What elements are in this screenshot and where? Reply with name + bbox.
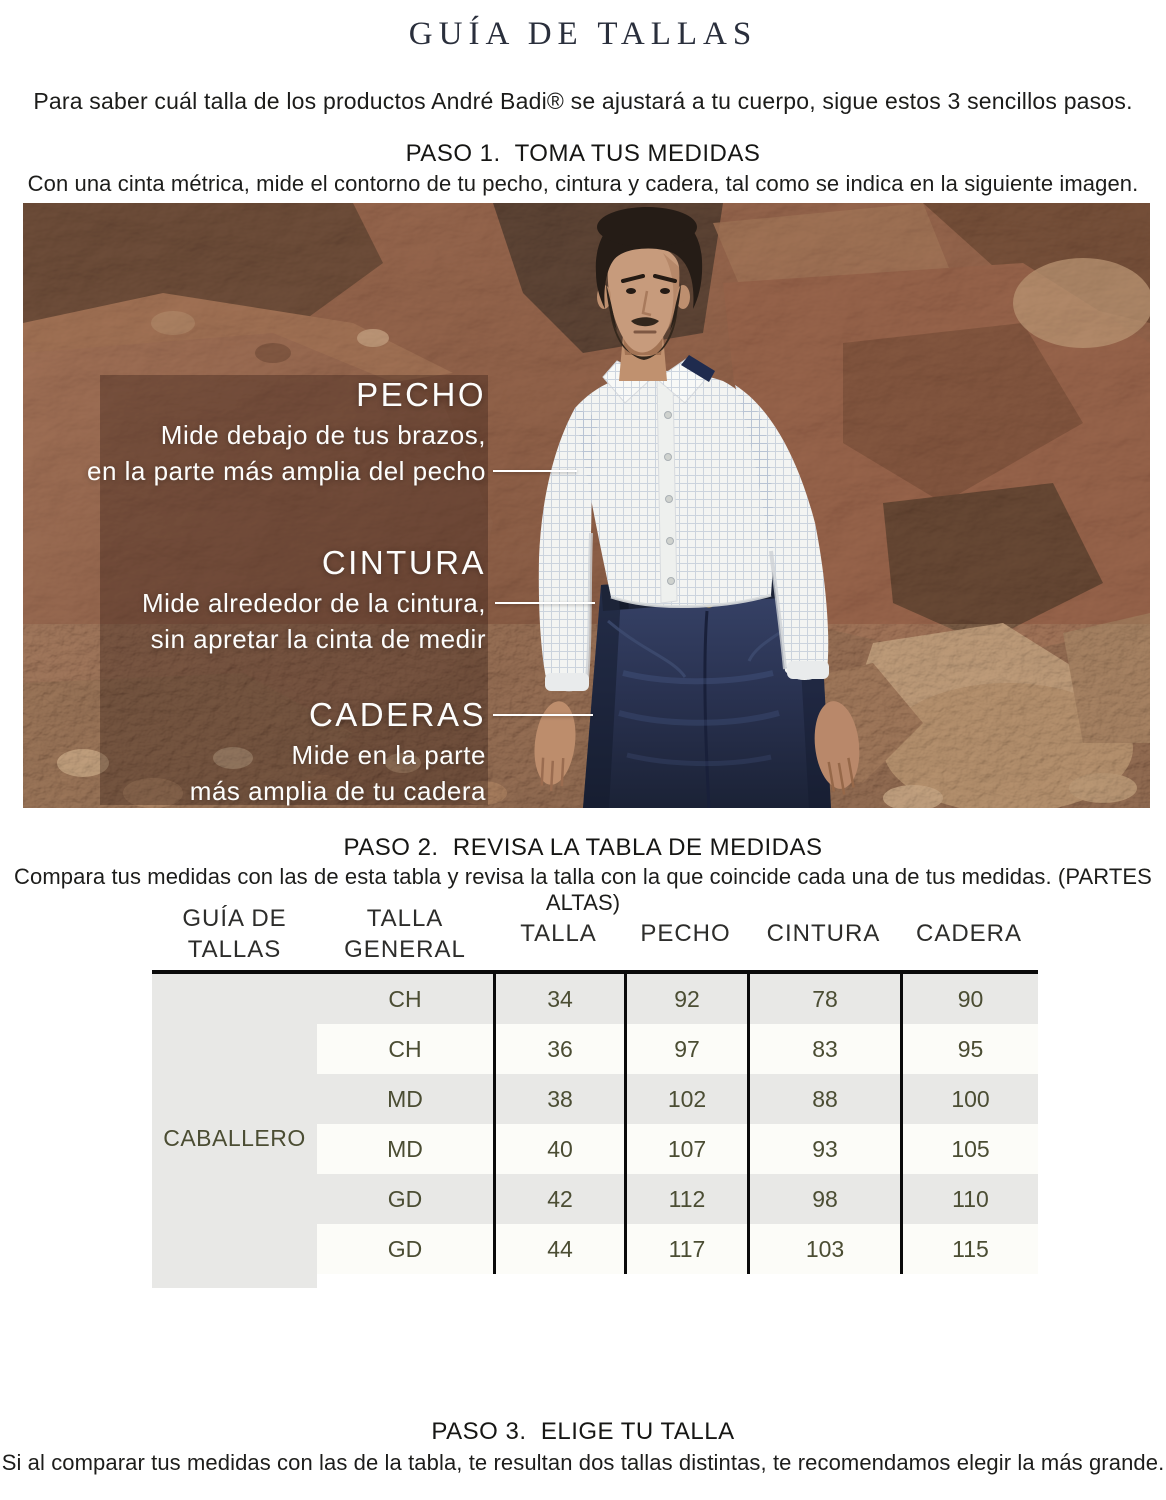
cell-talla: 34 — [493, 974, 624, 1024]
page-title: GUÍA DE TALLAS — [408, 16, 758, 52]
cell-cadera: 115 — [900, 1224, 1038, 1274]
header-cintura: CINTURA — [766, 920, 881, 947]
cell-cintura: 103 — [747, 1224, 900, 1274]
paso1-heading: PASO 1. TOMA TUS MEDIDAS — [405, 140, 761, 167]
paso3-heading: PASO 3. ELIGE TU TALLA — [431, 1418, 735, 1445]
header-guia-line2: TALLAS — [187, 936, 282, 963]
pecho-title: PECHO — [356, 376, 486, 413]
header-talla-general-line2: GENERAL — [344, 936, 466, 963]
cell-cintura: 93 — [747, 1124, 900, 1174]
pecho-line2: en la parte más amplia del pecho — [86, 456, 486, 486]
size-table — [152, 898, 1038, 1274]
table-row — [317, 974, 1038, 1024]
header-pecho: PECHO — [640, 920, 731, 947]
header-talla: TALLA — [520, 920, 597, 947]
cell-talla: 40 — [493, 1124, 624, 1174]
cell-talla-general: GD — [317, 1174, 493, 1224]
cell-cadera: 90 — [900, 974, 1038, 1024]
cell-talla-general: MD — [317, 1074, 493, 1124]
caderas-line2: más amplia de tu cadera — [189, 776, 486, 806]
cell-cintura: 98 — [747, 1174, 900, 1224]
cell-cadera: 105 — [900, 1124, 1038, 1174]
label-caderas — [190, 693, 486, 808]
cintura-line2: sin apretar la cinta de medir — [150, 624, 486, 654]
pecho-pointer-line — [493, 470, 577, 472]
pecho-line1: Mide debajo de tus brazos, — [160, 420, 486, 450]
caderas-pointer-line — [493, 714, 593, 716]
cell-cintura: 83 — [747, 1024, 900, 1074]
cintura-line1: Mide alrededor de la cintura, — [141, 588, 486, 618]
cell-pecho: 102 — [624, 1074, 747, 1124]
header-talla-general — [317, 898, 493, 970]
paso2-heading: PASO 2. REVISA LA TABLA DE MEDIDAS — [343, 834, 823, 861]
intro-text: Para saber cuál talla de los productos André Badi® se ajustará a tu cuerpo, sigue estos 3 sencillos pasos. — [33, 88, 1133, 114]
table-row — [317, 1074, 1038, 1124]
caderas-line1: Mide en la parte — [291, 740, 486, 770]
table-group-label — [152, 974, 317, 1288]
cell-talla-general: MD — [317, 1124, 493, 1174]
cell-cintura: 88 — [747, 1074, 900, 1124]
cell-talla-general: CH — [317, 974, 493, 1024]
cell-talla-general: GD — [317, 1224, 493, 1274]
table-row — [317, 1224, 1038, 1274]
table-row — [317, 1024, 1038, 1074]
size-table-body — [152, 974, 1038, 1274]
header-guia-line1: GUÍA DE — [182, 905, 287, 932]
size-table-header — [152, 898, 1038, 974]
group-label-text: CABALLERO — [163, 1124, 306, 1151]
cell-cadera: 100 — [900, 1074, 1038, 1124]
paso1-description: Con una cinta métrica, mide el contorno de tu pecho, cintura y cadera, tal como se indica en la siguiente imagen. — [27, 171, 1139, 196]
cell-talla-general: CH — [317, 1024, 493, 1074]
paso3-description: Si al comparar tus medidas con las de la tabla, te resultan dos tallas distintas, te recomendamos elegir la más grande. — [1, 1450, 1165, 1475]
cell-pecho: 92 — [624, 974, 747, 1024]
table-row — [317, 1124, 1038, 1174]
cell-pecho: 107 — [624, 1124, 747, 1174]
header-cadera: CADERA — [915, 920, 1023, 947]
cell-talla: 38 — [493, 1074, 624, 1124]
label-cintura — [142, 541, 486, 657]
cintura-title: CINTURA — [321, 544, 486, 581]
cell-talla: 42 — [493, 1174, 624, 1224]
cell-cadera: 110 — [900, 1174, 1038, 1224]
cell-pecho: 97 — [624, 1024, 747, 1074]
cell-cintura: 78 — [747, 974, 900, 1024]
cintura-pointer-line — [495, 602, 595, 604]
cell-talla: 44 — [493, 1224, 624, 1274]
header-talla-general-line1: TALLA — [366, 905, 444, 932]
header-guia-de-tallas — [152, 898, 317, 970]
cell-pecho: 112 — [624, 1174, 747, 1224]
cell-cadera: 95 — [900, 1024, 1038, 1074]
measurement-photo — [23, 203, 1150, 808]
table-row — [317, 1174, 1038, 1224]
cell-talla: 36 — [493, 1024, 624, 1074]
caderas-title: CADERAS — [308, 696, 486, 733]
label-pecho — [87, 373, 486, 489]
cell-pecho: 117 — [624, 1224, 747, 1274]
paso2-description: Compara tus medidas con las de esta tabla y revisa la talla con la que coincide cada una de tus medidas. (PARTES ALTAS) — [14, 864, 1152, 915]
